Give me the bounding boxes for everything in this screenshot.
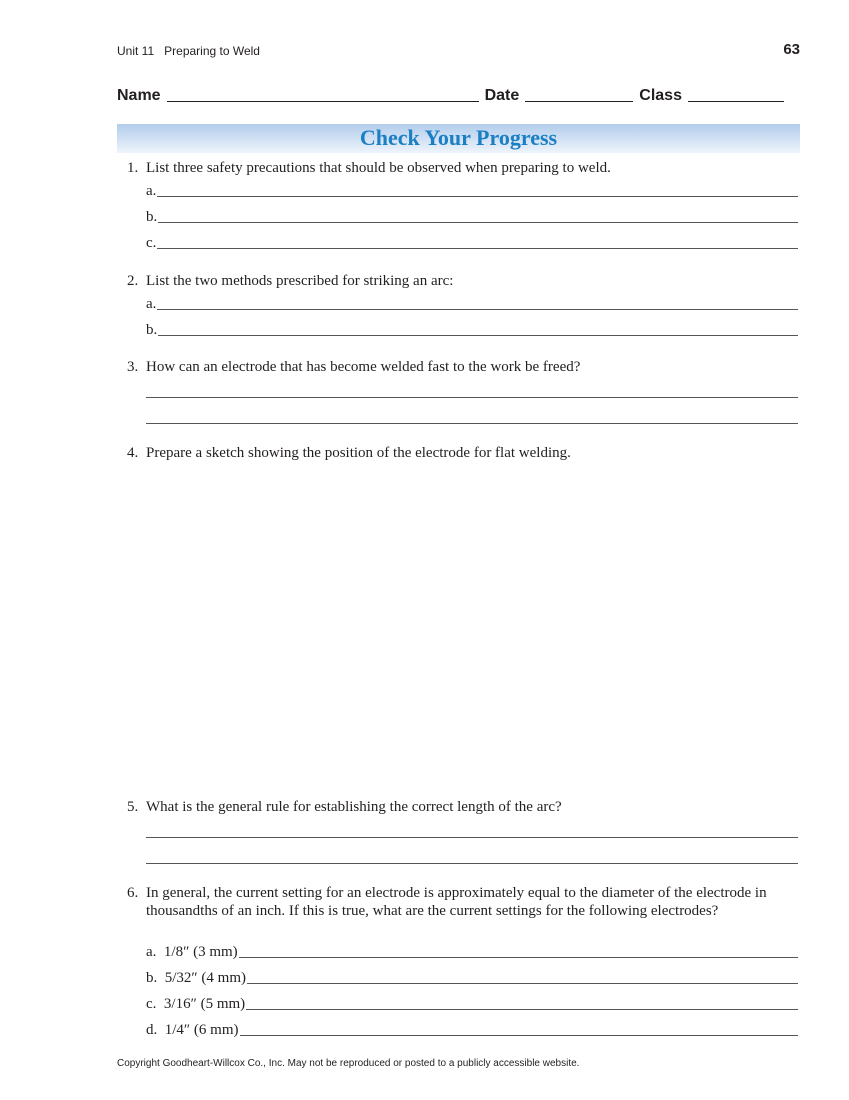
class-label: Class xyxy=(639,87,682,104)
class-field[interactable] xyxy=(688,101,784,102)
item-label: c. xyxy=(146,235,157,251)
question-number: 5. xyxy=(127,799,139,815)
copyright-footer: Copyright Goodheart-Willcox Co., Inc. May not be reproduced or posted to a publicly accessible website. xyxy=(117,1058,580,1069)
sketch-area[interactable] xyxy=(146,470,798,790)
question-2 xyxy=(127,272,799,290)
name-field[interactable] xyxy=(167,101,479,102)
question-5 xyxy=(127,798,799,816)
question-4 xyxy=(127,444,799,462)
section-title: Check Your Progress xyxy=(359,125,558,150)
question-number: 3. xyxy=(127,359,139,375)
item-label: b. xyxy=(146,322,158,338)
answer-line[interactable] xyxy=(146,322,798,339)
answer-line[interactable] xyxy=(146,837,798,838)
question-3 xyxy=(127,358,799,376)
question-number: 4. xyxy=(127,445,139,461)
item-label: d. 1/4″ (6 mm) xyxy=(146,1022,239,1038)
answer-line[interactable] xyxy=(146,296,798,313)
question-number: 1. xyxy=(127,160,139,176)
question-text: How can an electrode that has become welded fast to the work be freed? xyxy=(146,359,581,375)
answer-line[interactable] xyxy=(146,183,798,200)
section-banner xyxy=(117,124,800,153)
question-text: In general, the current setting for an electrode is approximately equal to the diameter of the electrode in thousandths of an inch. If this is true, what are the current settings for the following electrodes? xyxy=(146,885,767,919)
answer-line[interactable] xyxy=(146,423,798,424)
answer-line[interactable] xyxy=(146,235,798,252)
answer-line[interactable] xyxy=(146,970,798,987)
item-label: a. 1/8″ (3 mm) xyxy=(146,944,238,960)
date-label: Date xyxy=(484,87,520,104)
question-number: 6. xyxy=(127,885,139,901)
question-text: Prepare a sketch showing the position of the electrode for flat welding. xyxy=(146,445,571,461)
running-header xyxy=(117,44,260,58)
unit-label: Unit 11 xyxy=(117,44,155,58)
question-number: 2. xyxy=(127,273,139,289)
name-label: Name xyxy=(117,87,161,104)
item-label: a. xyxy=(146,183,157,199)
unit-title: Preparing to Weld xyxy=(164,44,260,58)
item-label: b. xyxy=(146,209,158,225)
answer-line[interactable] xyxy=(146,996,798,1013)
question-6 xyxy=(127,884,799,920)
question-text: List the two methods prescribed for striking an arc: xyxy=(146,273,454,289)
answer-line[interactable] xyxy=(146,397,798,398)
item-label: c. 3/16″ (5 mm) xyxy=(146,996,246,1012)
answer-line[interactable] xyxy=(146,1022,798,1039)
item-label: b. 5/32″ (4 mm) xyxy=(146,970,246,986)
answer-line[interactable] xyxy=(146,863,798,864)
page-number: 63 xyxy=(783,41,800,58)
question-text: What is the general rule for establishing the correct length of the arc? xyxy=(146,799,562,815)
date-field[interactable] xyxy=(525,101,633,102)
answer-line[interactable] xyxy=(146,209,798,226)
answer-line[interactable] xyxy=(146,944,798,961)
question-1 xyxy=(127,159,799,177)
student-info-row xyxy=(117,87,797,105)
question-text: List three safety precautions that should be observed when preparing to weld. xyxy=(146,160,611,176)
item-label: a. xyxy=(146,296,157,312)
